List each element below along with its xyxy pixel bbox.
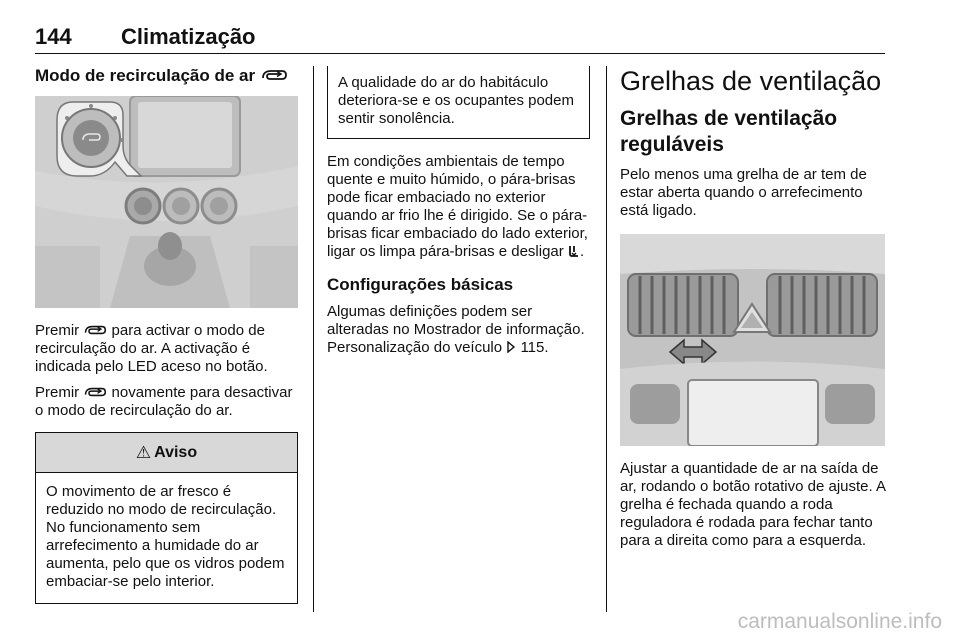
air-recirculation-icon	[83, 386, 107, 398]
paragraph-vent-adjust: Ajustar a quantidade de ar na saída de ar, rodando o botão rotativo de ajuste. A grelha é fechada quando a roda reguladora é rodada para fechar tanto para a direita como para a esquerda.	[620, 460, 886, 549]
air-recirculation-icon	[260, 68, 288, 82]
page-number: 144	[35, 24, 72, 49]
section-heading-basic-settings: Configurações básicas	[327, 275, 514, 294]
air-vents-figure	[620, 234, 885, 446]
warning-body: O movimento de ar fresco é reduzido no modo de recirculação. No funcionamento sem arrefecimento a humidade do ar aumenta, pelo que os vidros podem embaciar-se pelo interior.	[46, 483, 285, 590]
warning-triangle-icon: ⚠	[135, 442, 152, 462]
page-reference-icon	[506, 341, 516, 353]
column-divider	[606, 66, 607, 612]
page-header	[35, 22, 885, 54]
subsection-title-adjustable-vents: Grelhas de ventilação reguláveis	[620, 107, 838, 156]
warning-box-continued: A qualidade do ar do habitáculo deteriora-se e os ocupantes podem sentir sonolência.	[327, 66, 590, 139]
column-right	[620, 66, 888, 550]
air-recirculation-icon	[83, 324, 107, 336]
warning-header: ⚠ Aviso	[36, 433, 297, 473]
paragraph-windscreen-fog: Em condições ambientais de tempo quente e muito húmido, o pára-brisas pode ficar embaciado no exterior quando ar frio lhe é dirigido. Se o pára-brisas ficar embaciado do lado exterior, ligar os limpa pára-brisas e desligar .	[327, 153, 588, 260]
section-heading-recirculation: Modo de recirculação de ar	[35, 66, 298, 86]
air-conditioning-icon	[568, 245, 580, 257]
section-title-vents: Grelhas de ventilação	[620, 66, 882, 96]
warning-box	[35, 432, 298, 604]
column-middle	[327, 66, 590, 357]
paragraph-activate: Premir para activar o modo de recirculação do ar. A activação é indicada pelo LED aceso no botão.	[35, 322, 268, 375]
chapter-title: Climatização	[121, 24, 256, 49]
paragraph-deactivate: Premir novamente para desactivar o modo de recirculação do ar.	[35, 384, 293, 419]
column-divider	[313, 66, 314, 612]
paragraph-vent-open: Pelo menos uma grelha de ar tem de estar aberta quando o arrefecimento está ligado.	[620, 166, 867, 219]
watermark: carmanualsonline.info	[737, 610, 942, 633]
paragraph-basic-settings: Algumas definições podem ser alteradas no Mostrador de informação. Personalização do veículo 115.	[327, 303, 585, 356]
column-left	[35, 66, 298, 604]
recirculation-button-figure	[35, 96, 298, 308]
